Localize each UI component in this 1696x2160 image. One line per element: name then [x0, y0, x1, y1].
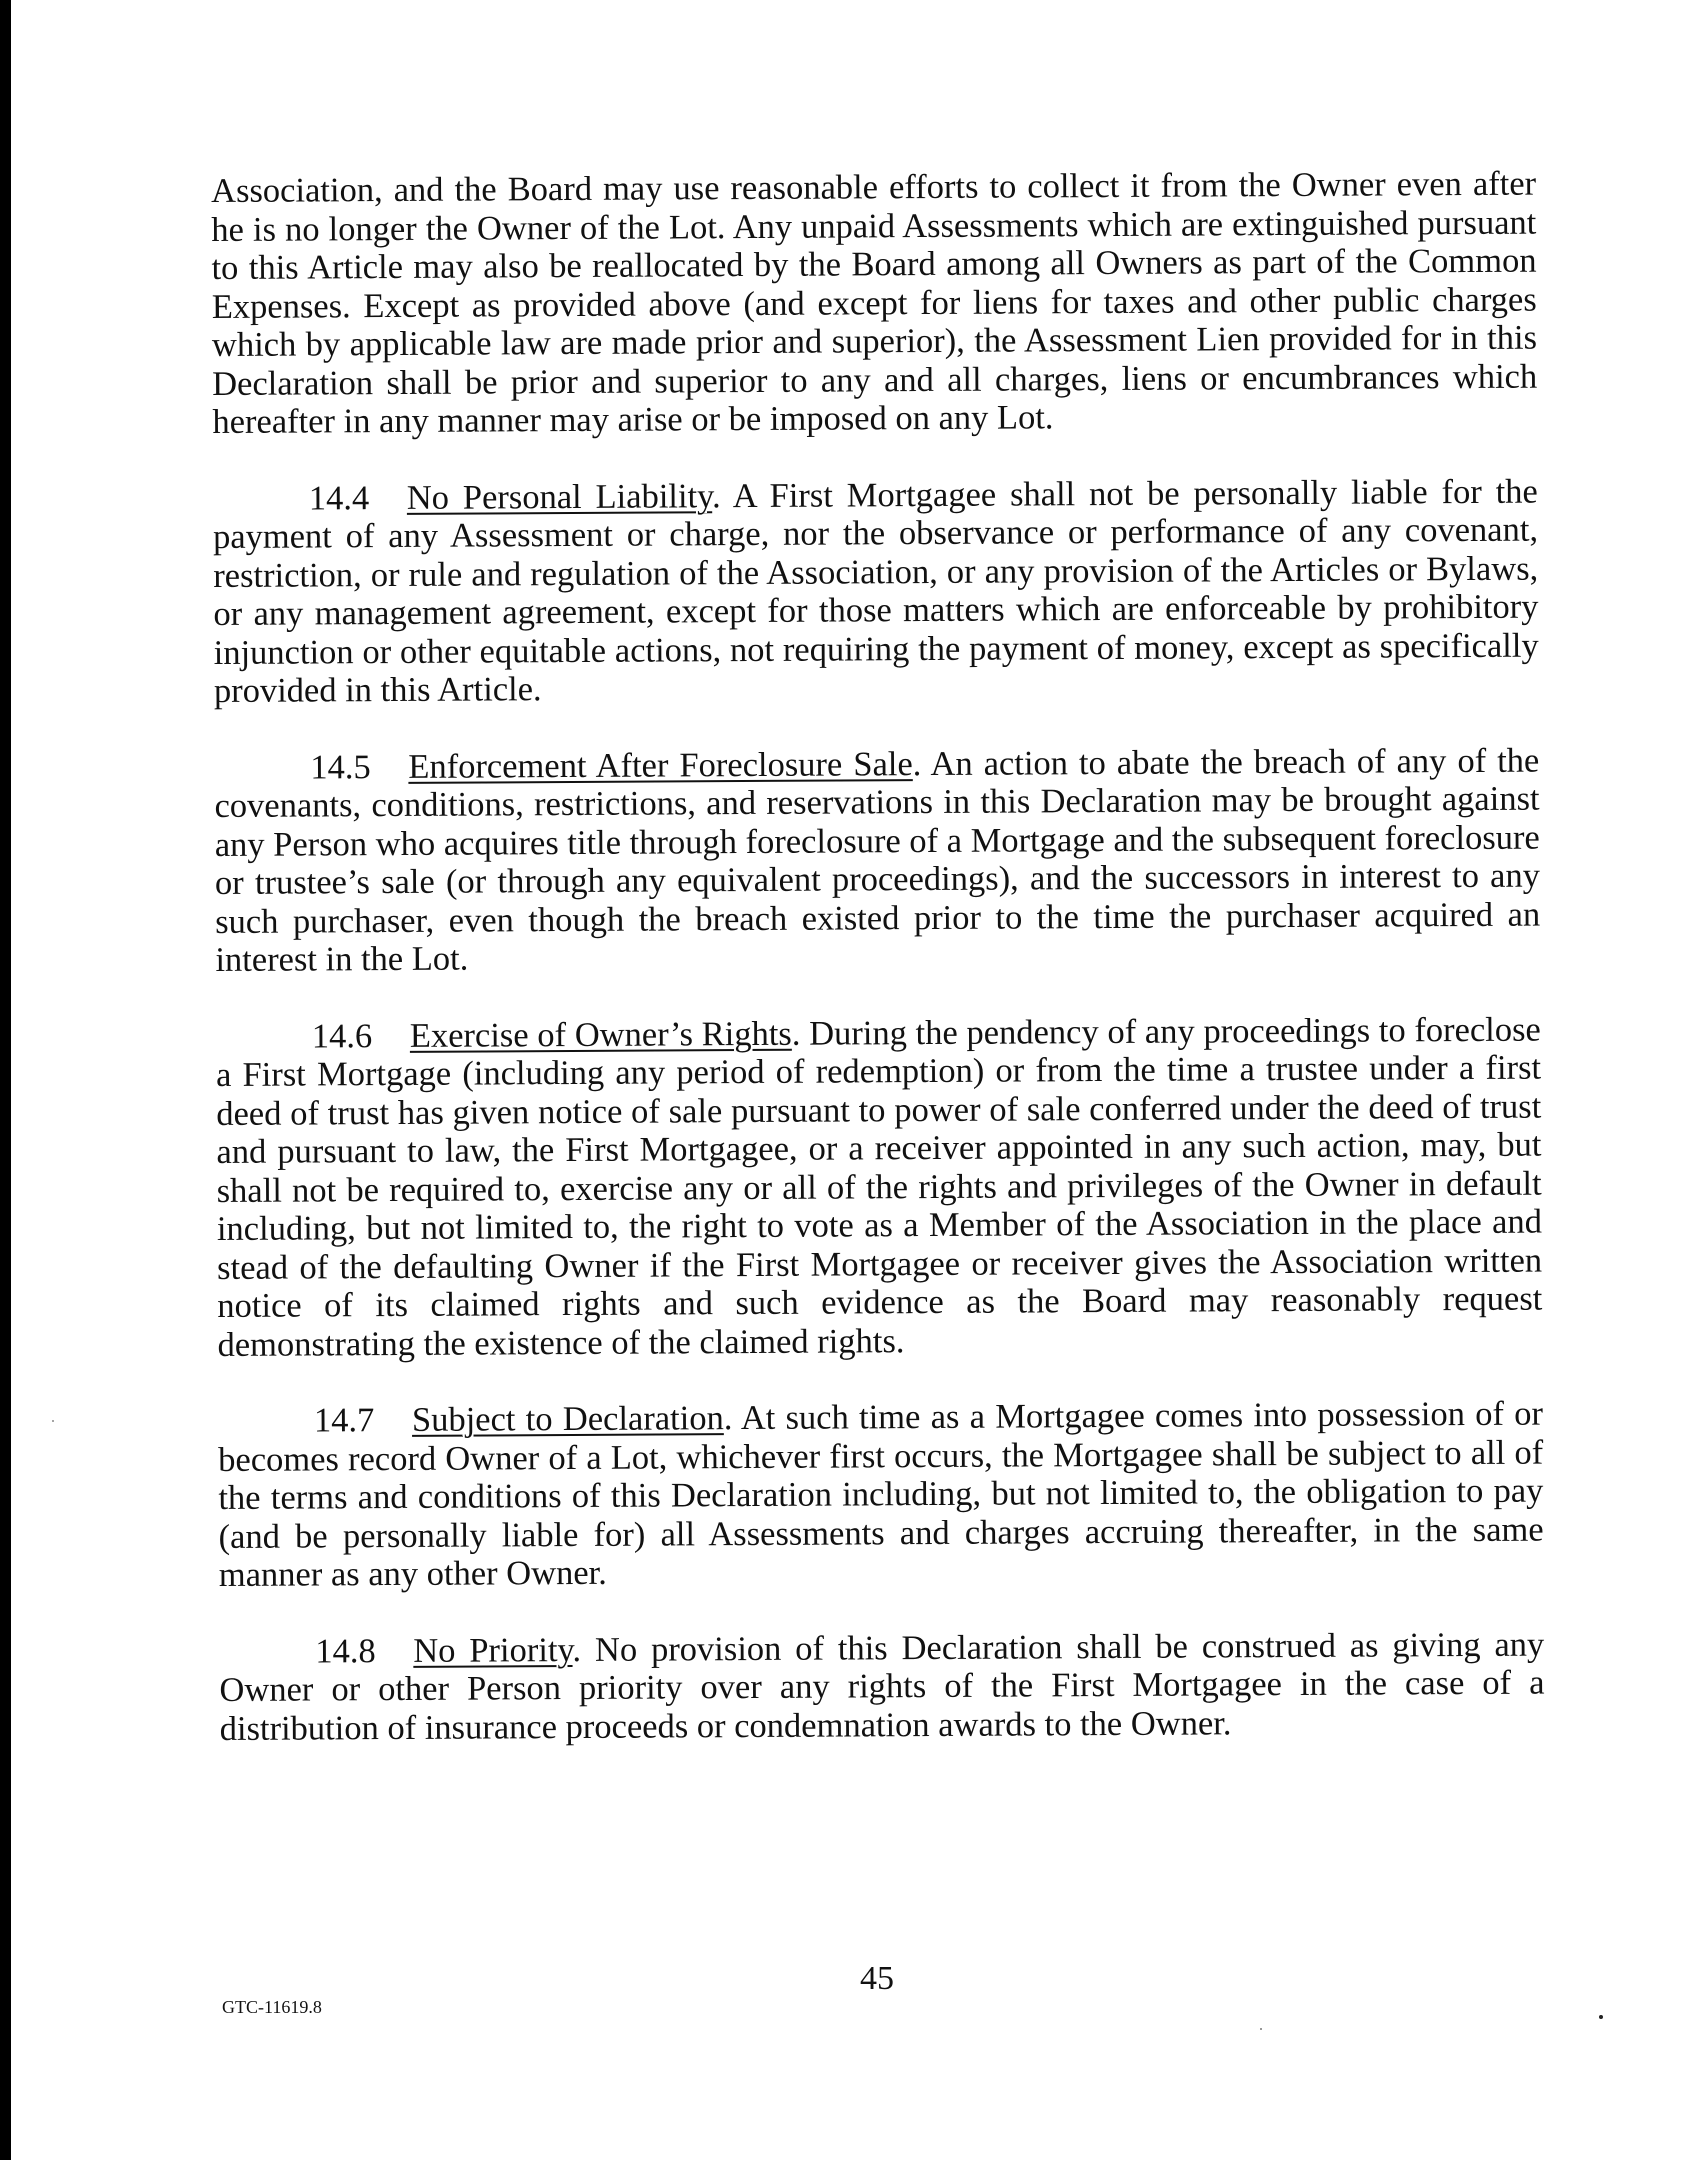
document-code: GTC-11619.8 [222, 1997, 322, 2017]
section-body: . No provision of this Declaration shall be construed as giving any Owner or other Person priority over any rights of the First Mortgagee in the case of a distribution of insurance proceeds or condemnation awards to the Owner. [219, 1625, 1545, 1748]
scan-left-edge [0, 0, 11, 2160]
document-body [211, 165, 1545, 1786]
section-14-5 [214, 741, 1540, 979]
scan-speck [1260, 2028, 1262, 2030]
section-number: 14.4 [308, 478, 370, 517]
section-title: No Priority [413, 1630, 573, 1670]
section-title: Subject to Declaration [411, 1399, 724, 1439]
section-title: Exercise of Owner’s Rights [409, 1014, 792, 1055]
section-14-8 [219, 1625, 1545, 1748]
section-body: . At such time as a Mortgagee comes into possession of or becomes record Owner of a Lot, whichever first occurs, the Mortgagee shall be subject to all of the terms and conditions of this Declaration including, but not limited to, the obligation to pay (and be personally liable for) all Assessments and charges accruing thereafter, in the same manner as any other Owner. [218, 1394, 1544, 1594]
section-14-7 [218, 1395, 1544, 1595]
page-number: 45 [860, 1960, 894, 1997]
section-body: . During the pendency of any proceedings to foreclose a First Mortgage (including any period of redemption) or from the time a trustee under a first deed of trust has given notice of sale pursuant to power of sale conferred under the deed of trust and pursuant to law, the First Mortgagee, or a receiver appointed in any such action, may, but shall not be required to, exercise any or all of the rights and privileges of the Owner in default including, but not limited to, the right to vote as a Member of the Association in the place and stead of the defaulting Owner if the First Mortgagee or receiver gives the Association written notice of its claimed rights and such evidence as the Board may reasonably request demonstrating the existence of the claimed rights. [215, 1010, 1543, 1364]
paragraph-body: Association, and the Board may use reasonable efforts to collect it from the Owner even after he is no longer the Owner of the Lot. Any unpaid Assessments which are extinguished pursuant to this Article may also be reallocated by the Board among all Owners as part of the Common Expenses. Except as provided above (and except for liens for taxes and other public charges which by applicable law are made prior and superior), the Assessment Lien provided for in this Declaration shall be prior and superior to any and all charges, liens or encumbrances which hereafter in any manner may arise or be imposed on any Lot. [211, 164, 1538, 441]
scan-speck [1599, 2015, 1603, 2019]
paragraph-continuation [211, 165, 1537, 442]
section-number: 14.5 [310, 747, 371, 786]
section-number: 14.8 [315, 1631, 376, 1670]
section-number: 14.7 [313, 1401, 375, 1440]
section-number: 14.6 [311, 1016, 373, 1055]
section-title: Enforcement After Foreclosure Sale [408, 744, 913, 786]
section-body: . An action to abate the breach of any of the covenants, conditions, restrictions, and reservations in this Declaration may be brought against any Person who acquires title through foreclosure of a Mortgage and the subsequent foreclosure or trustee’s sale (or through any equivalent proceedings), and the successors in interest to any such purchaser, even though the breach existed prior to the time the purchaser acquired an interest in the Lot. [214, 741, 1541, 979]
section-body: . A First Mortgagee shall not be personally liable for the payment of any Assessment or charge, nor the observance or performance of any covenant, restriction, or rule and regulation of the Association, or any provision of the Articles or Bylaws, or any management agreement, except for those matters which are enforceable by prohibitory injunction or other equitable actions, not requiring the payment of money, except as specifically provided in this Article. [212, 472, 1539, 710]
section-14-6 [216, 1010, 1543, 1364]
scan-speck [52, 1420, 54, 1422]
section-14-4 [213, 472, 1539, 710]
section-title: No Personal Liability [406, 476, 713, 517]
